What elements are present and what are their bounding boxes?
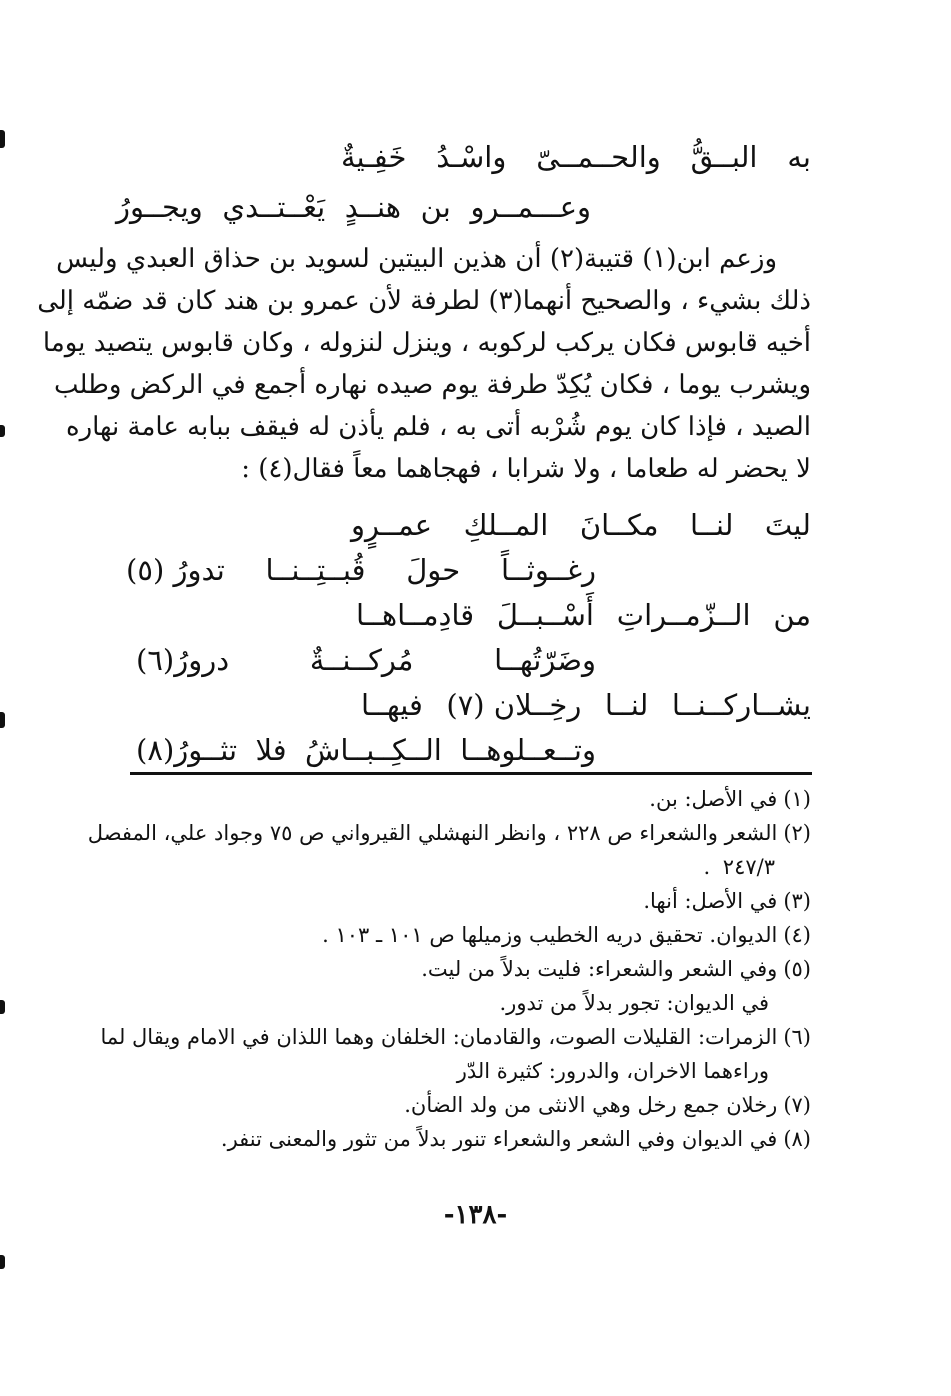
footnote-text: في الأصل: أنها. bbox=[643, 889, 778, 913]
prose-line: ويشرب يوما ، فكان يُكِدّ طرفة يوم صيده نهاره أجمع في الركض وطلب bbox=[54, 370, 811, 400]
verse-word: تثــورُ(٨) bbox=[136, 733, 238, 767]
verse-line bbox=[351, 508, 811, 550]
footnote-number: (٦) bbox=[783, 1025, 811, 1049]
prose-paragraph bbox=[37, 238, 811, 490]
footnote-text: الديوان. تحقيق دريه الخطيب وزميلها ص ١٠١ ـ ١٠٣ . bbox=[322, 923, 778, 947]
verse-word: أَسْــبــلَ bbox=[496, 598, 594, 632]
footnote-number: (٢) bbox=[783, 821, 811, 845]
verse-word: يَعْــتــدي bbox=[222, 190, 326, 224]
verse-line bbox=[116, 190, 591, 232]
footnote-text: وفي الشعر والشعراء: فليت بدلاً من ليت. bbox=[421, 957, 778, 981]
verse-word: واسْـدُ bbox=[436, 140, 507, 174]
scan-edge-mark bbox=[0, 130, 5, 148]
verse-word: والحــمــىّ bbox=[536, 140, 661, 174]
verse-word: وعـــمــرو bbox=[470, 190, 591, 224]
verse-word: بن bbox=[420, 190, 451, 224]
verse-word: درورُ(٦) bbox=[136, 643, 230, 677]
verse-word: مكــانَ bbox=[579, 508, 659, 542]
verse-word: ويجــورُ bbox=[116, 190, 203, 224]
scan-edge-mark bbox=[0, 1255, 5, 1269]
footnote-number: (٧) bbox=[783, 1093, 811, 1117]
verse-line bbox=[341, 140, 811, 182]
footnote-text: الزمرات: القليلات الصوت، والقادمان: الخلفان وهما اللذان في الامام ويقال لما bbox=[100, 1025, 778, 1049]
footnote-number: (١) bbox=[783, 787, 811, 811]
verse-word: قادِمــاهــا bbox=[356, 598, 475, 632]
verse-word: من bbox=[773, 598, 811, 632]
footnote bbox=[121, 1122, 811, 1156]
footnote-divider bbox=[130, 772, 812, 775]
verse-word: مُركــنــةٌ bbox=[309, 643, 414, 677]
verse-line bbox=[136, 733, 596, 775]
footnote-number: (٤) bbox=[783, 923, 811, 947]
verse-word: فيهــا bbox=[361, 688, 423, 722]
prose-line: ذلك بشيء ، والصحيح أنهما(٣) لطرفة لأن عمرو بن هند كان قد ضمّه إلى bbox=[37, 286, 811, 316]
verse-word: هنــدٍ bbox=[344, 190, 402, 224]
footnote-text: في الأصل: بن. bbox=[649, 787, 778, 811]
verse-word: وضَرّتُهــا bbox=[494, 643, 596, 677]
footnote-text: في الديوان: تجور بدلاً من تدور. bbox=[499, 991, 769, 1015]
verse-line bbox=[126, 553, 596, 595]
verse-word: لنــا bbox=[690, 508, 734, 542]
verse-word: يشــاركــنــا bbox=[671, 688, 811, 722]
verse-word: حولَ bbox=[406, 553, 461, 587]
verse-word: لنــا bbox=[604, 688, 649, 722]
footnote bbox=[121, 850, 775, 884]
verse-line bbox=[356, 598, 811, 640]
verse-word: المــلكِ bbox=[463, 508, 549, 542]
footnote-text: رخلان جمع رخل وهي الانثى من ولد الضأن. bbox=[404, 1093, 778, 1117]
verse-line bbox=[361, 688, 811, 730]
verse-word: فلا bbox=[255, 733, 287, 767]
scan-edge-mark bbox=[0, 712, 5, 728]
verse-word: البــقُّ bbox=[690, 140, 758, 174]
verse-word: عمــرٍو bbox=[351, 508, 433, 542]
footnote bbox=[121, 918, 811, 952]
verse-word: ليتَ bbox=[764, 508, 811, 542]
prose-line: أخيه قابوس فكان يركب لركوبه ، وينزل لنزوله ، وكان قابوس يتصيد يوما bbox=[42, 328, 811, 358]
footnote-number: (٥) bbox=[783, 957, 811, 981]
verse-word: رخِــلان (٧) bbox=[446, 688, 582, 722]
footnotes bbox=[87, 782, 811, 1156]
verse-word: تدورُ (٥) bbox=[126, 553, 225, 587]
scan-edge-mark bbox=[0, 425, 5, 437]
prose-line: لا يحضر له طعاما ، ولا شرابا ، فهجاهما معاً فقال(٤) : bbox=[241, 454, 811, 484]
verse-word: خَفِـيةٌ bbox=[341, 140, 407, 174]
footnote-text: في الديوان وفي الشعر والشعراء تنور بدلاً من تثور والمعنى تنفر. bbox=[220, 1127, 778, 1151]
verse-word: الــزّمــراتِ bbox=[616, 598, 751, 632]
footnote bbox=[121, 986, 775, 1020]
footnote bbox=[100, 1020, 811, 1054]
footnote-number: (٣) bbox=[783, 889, 811, 913]
verse-word: به bbox=[787, 140, 811, 174]
footnote bbox=[121, 782, 811, 816]
footnote bbox=[121, 952, 811, 986]
footnote bbox=[121, 1088, 811, 1122]
page-number: -١٣٨- bbox=[443, 1200, 508, 1230]
verse-word: الــكِــبــاشُ bbox=[304, 733, 442, 767]
footnote-text: الشعر والشعراء ص ٢٢٨ ، وانظر النهشلي القيرواني ص ٧٥ وجواد علي، المفصل bbox=[87, 821, 778, 845]
footnote-text: ٢٤٧/٣ . bbox=[703, 855, 775, 879]
verse-word: رغــوثــاً bbox=[500, 553, 596, 587]
scan-edge-mark bbox=[0, 1000, 5, 1014]
footnote bbox=[87, 816, 811, 850]
prose-line: وزعم ابن(١) قتيبة(٢) أن هذين البيتين لسويد بن حذاق العبدي وليس bbox=[56, 244, 777, 274]
verse-word: قُبــتِــنــا bbox=[265, 553, 366, 587]
prose-line: الصيد ، فإذا كان يوم شُرْبه أتى به ، فلم يأذن له فيقف ببابه عامة نهاره bbox=[65, 412, 811, 442]
footnote-text: وراءهما الاخران، والدرور: كثيرة الدّر bbox=[456, 1059, 769, 1083]
footnote-number: (٨) bbox=[783, 1127, 811, 1151]
verse-line bbox=[136, 643, 596, 685]
footnote bbox=[121, 1054, 775, 1088]
footnote bbox=[121, 884, 811, 918]
verse-word: وتــعــلوهــا bbox=[460, 733, 596, 767]
